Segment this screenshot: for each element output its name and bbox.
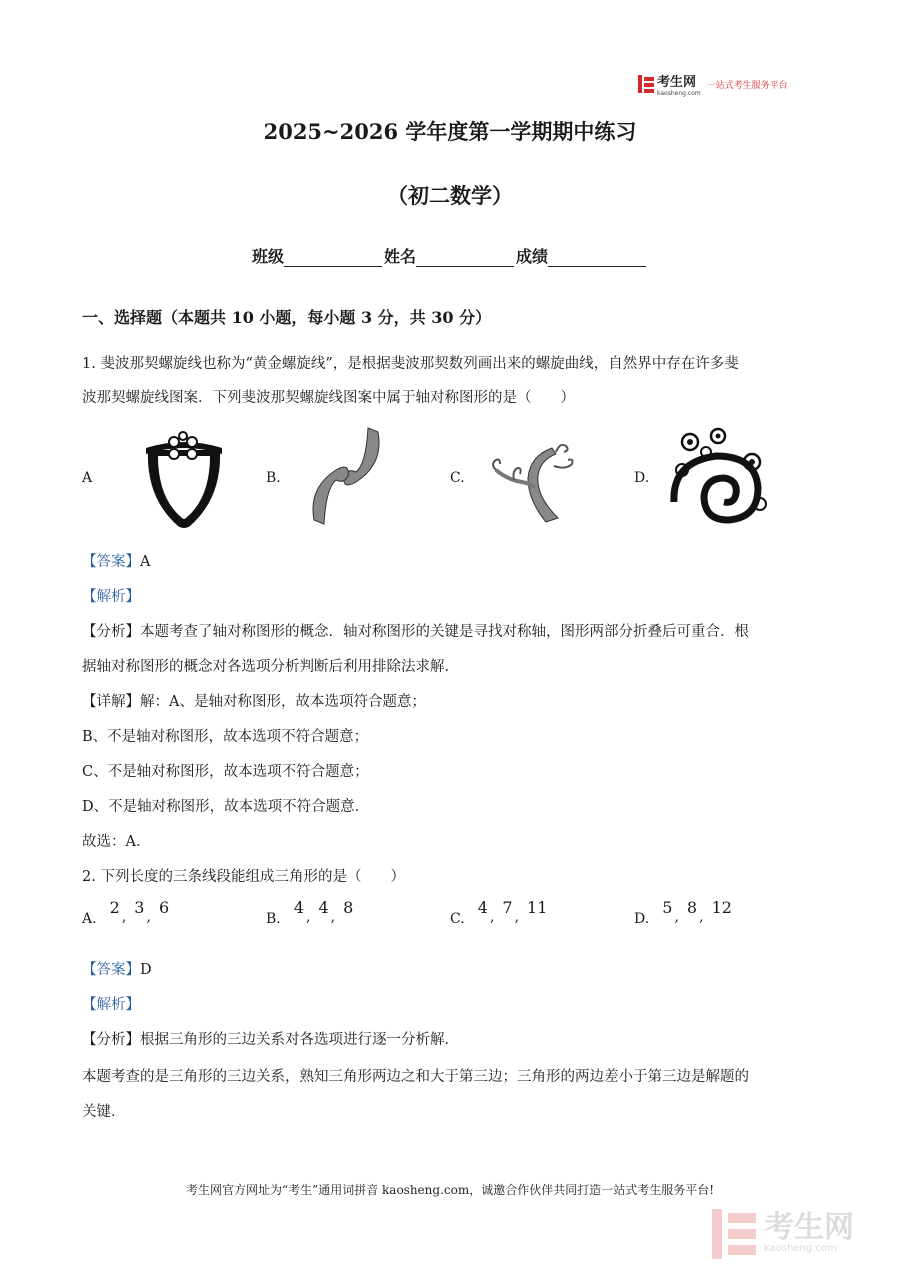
q1-choose: 故选：A．	[82, 834, 151, 850]
page-footer: 考生网官方网址为“考生”通用词拼音 kaosheng.com，诚邀合作伙伴共同打造一站式考生服务平台!	[185, 1183, 715, 1197]
q2-fenxi-tag: 【分析】	[82, 1032, 140, 1048]
q2-option-d-value-3: 12	[711, 898, 732, 917]
q1-detail-a	[82, 690, 426, 711]
score-blank	[548, 249, 646, 267]
q2-option-d	[634, 898, 732, 927]
q2-option-d-value-2: 8	[686, 898, 698, 917]
q2-answer-tag: 【答案】	[82, 962, 140, 978]
score-label: 成绩	[516, 247, 549, 266]
q1-option-b-label: B.	[266, 470, 281, 486]
q1-stem-line1: 1. 斐波那契螺旋线也称为“黄金螺旋线”，是根据斐波那契数列画出来的螺旋曲线，自然界中存在许多斐	[82, 356, 739, 372]
q1-option-a-label: A	[82, 470, 93, 486]
name-blank	[416, 249, 514, 267]
page-subtitle: （初二数学）	[387, 183, 513, 208]
q1-analysis-tag: 【解析】	[82, 589, 140, 605]
q1-option-c-label: C.	[450, 470, 465, 486]
q2-stem: 2. 下列长度的三条线段能组成三角形的是（ ）	[82, 869, 405, 885]
name-label: 姓名	[383, 247, 416, 266]
q1-fenxi-tag: 【分析】	[82, 624, 140, 640]
header-brand: 考生网	[657, 75, 697, 90]
watermark-domain: kaosheng.com	[764, 1243, 837, 1254]
section-heading: 一、选择题（本题共 10 小题，每小题 3 分，共 30 分）	[82, 308, 492, 327]
q2-option-a	[82, 898, 169, 927]
q1-figure-b	[306, 424, 386, 528]
q1-detail-d: D、不是轴对称图形，故本选项不符合题意．	[82, 799, 370, 815]
page-title: 2025~2026 学年度第一学期期中练习	[263, 119, 637, 144]
watermark-text: 考生网	[764, 1210, 854, 1245]
q2-option-c-label: C.	[450, 911, 465, 927]
q2-option-a-sep-2: ,	[146, 909, 151, 925]
class-label: 班级	[251, 247, 284, 266]
q1-fenxi-line2: 据轴对称图形的概念对各选项分析判断后利用排除法求解．	[82, 659, 459, 675]
q1-answer	[82, 550, 150, 571]
q2-option-b-sep-2: ,	[330, 909, 336, 925]
q1-figure-d	[666, 422, 770, 530]
q1-option-d-label: D.	[634, 470, 650, 486]
q1-fenxi-line1	[82, 620, 749, 641]
q2-option-c-sep-1: ,	[489, 909, 495, 925]
q1-figure-a	[138, 428, 230, 532]
q2-option-c-value-2: 7	[502, 898, 513, 917]
kaosheng-logo-icon	[638, 75, 654, 93]
q2-option-b-value-3: 8	[343, 898, 354, 917]
q1-detail-c: C、不是轴对称图形，故本选项不符合题意；	[82, 764, 369, 780]
q2-option-b-value-1: 4	[293, 898, 305, 917]
q1-answer-tag: 【答案】	[82, 554, 140, 570]
q1-stem-line2: 波那契螺旋线图案．下列斐波那契螺旋线图案中属于轴对称图形的是（ ）	[82, 390, 575, 406]
q2-option-a-value-2: 3	[134, 898, 145, 917]
q2-analysis-tag: 【解析】	[82, 997, 140, 1013]
watermark-logo-icon	[712, 1209, 756, 1259]
header-slogan: 一站式考生服务平台	[706, 80, 788, 91]
student-info-line	[0, 244, 900, 267]
q2-answer	[82, 958, 152, 979]
q2-option-b-value-2: 4	[318, 898, 329, 917]
q2-option-c-value-1: 4	[477, 898, 488, 917]
header-domain: kaosheng.com	[657, 90, 701, 97]
q2-option-a-value-1: 2	[109, 898, 120, 917]
header-logo	[638, 72, 808, 96]
q2-option-d-label: D.	[634, 911, 650, 927]
class-blank	[284, 249, 382, 267]
q2-option-b	[266, 898, 353, 927]
q2-fenxi-text: 根据三角形的三边关系对各选项进行逐一分析解．	[140, 1032, 459, 1048]
q2-note-line2: 关键．	[82, 1104, 126, 1120]
q2-option-a-label: A.	[82, 911, 97, 927]
q2-answer-value: D	[140, 962, 152, 978]
q2-option-a-value-3: 6	[158, 898, 170, 917]
q2-option-d-sep-1: ,	[674, 909, 679, 925]
q2-option-c	[450, 898, 547, 927]
q2-note-line1: 本题考查的是三角形的三边关系，熟知三角形两边之和大于第三边；三角形的两边差小于第三边是解题的	[82, 1069, 749, 1085]
q1-figure-c	[486, 436, 580, 528]
q1-fenxi-text1: 本题考查了轴对称图形的概念．轴对称图形的关键是寻找对称轴，图形两部分折叠后可重合．根	[140, 624, 749, 640]
q2-fenxi	[82, 1028, 459, 1049]
q2-option-c-sep-2: ,	[514, 909, 520, 925]
q2-option-b-sep-1: ,	[306, 909, 311, 925]
q1-detail-a-text: 解：A、是轴对称图形，故本选项符合题意；	[140, 694, 426, 710]
q1-detail-b: B、不是轴对称图形，故本选项不符合题意；	[82, 729, 369, 745]
q2-option-d-sep-2: ,	[699, 909, 704, 925]
q2-option-d-value-1: 5	[662, 898, 673, 917]
q2-option-b-label: B.	[266, 911, 281, 927]
watermark	[712, 1206, 872, 1262]
q2-option-c-value-3: 11	[527, 898, 548, 917]
q1-detail-tag: 【详解】	[82, 694, 140, 710]
q2-option-a-sep-1: ,	[121, 909, 127, 925]
q1-answer-value: A	[140, 554, 151, 570]
